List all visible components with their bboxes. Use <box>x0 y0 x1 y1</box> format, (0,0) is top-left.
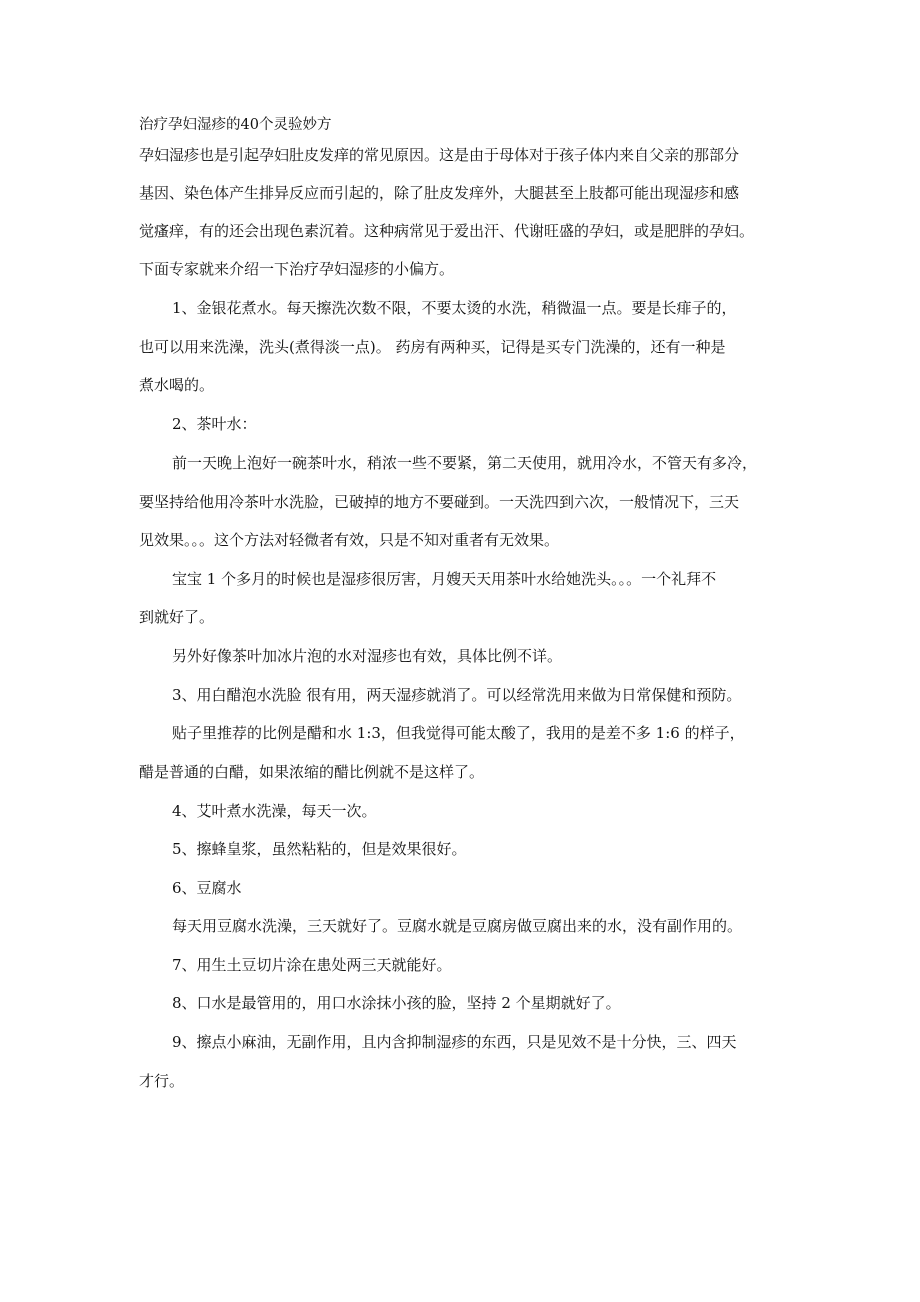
text-line: 才行。 <box>139 1072 185 1090</box>
text-line: 每天用豆腐水洗澡，三天就好了。豆腐水就是豆腐房做豆腐出来的水，没有副作用的。 <box>172 917 743 935</box>
text-line: 到就好了。 <box>139 608 215 626</box>
text-line: 5、擦蜂皇浆，虽然粘粘的，但是效果很好。 <box>172 840 467 858</box>
text-line: 孕妇湿疹也是引起孕妇肚皮发痒的常见原因。这是由于母体对于孩子体内来自父亲的那部分 <box>139 146 740 164</box>
text-line: 7、用生土豆切片涂在患处两三天就能好。 <box>172 956 452 974</box>
text-line: 基因、染色体产生排异反应而引起的，除了肚皮发痒外，大腿甚至上肢都可能出现湿疹和感 <box>139 184 740 202</box>
text-line: 前一天晚上泡好一碗茶叶水，稍浓一些不要紧，第二天使用，就用冷水，不管天有多冷， <box>172 454 758 472</box>
text-line: 要坚持给他用冷茶叶水洗脸，已破掉的地方不要碰到。一天洗四到六次，一般情况下，三天 <box>139 493 740 511</box>
text-line: 煮水喝的。 <box>139 376 215 394</box>
text-line: 4、艾叶煮水洗澡，每天一次。 <box>172 802 377 820</box>
text-line: 另外好像茶叶加冰片泡的水对湿疹也有效，具体比例不详。 <box>172 647 563 665</box>
text-line: 下面专家就来介绍一下治疗孕妇湿疹的小偏方。 <box>139 260 455 278</box>
text-line: 2、茶叶水： <box>172 415 257 433</box>
text-line: 8、口水是最管用的，用口水涂抹小孩的脸，坚持 2 个星期就好了。 <box>172 994 621 1012</box>
text-line: 贴子里推荐的比例是醋和水 1:3，但我觉得可能太酸了，我用的是差不多 1:6 的样子， <box>172 724 745 742</box>
text-line: 宝宝 1 个多月的时候也是湿疹很厉害，月嫂天天用茶叶水给她洗头。。。一个礼拜不 <box>172 570 717 588</box>
text-line: 见效果。。。这个方法对轻微者有效，只是不知对重者有无效果。 <box>139 531 560 549</box>
text-line: 也可以用来洗澡，洗头(煮得淡一点)。 药房有两种买，记得是买专门洗澡的，还有一种是 <box>139 338 726 356</box>
document-title: 治疗孕妇湿疹的40个灵验妙方 <box>139 117 332 133</box>
text-line: 觉瘙痒，有的还会出现色素沉着。这种病常见于爱出汗、代谢旺盛的孕妇，或是肥胖的孕妇。 <box>139 222 755 240</box>
text-line: 醋是普通的白醋，如果浓缩的醋比例就不是这样了。 <box>139 763 485 781</box>
text-line: 1、金银花煮水。每天擦洗次数不限，不要太烫的水洗，稍微温一点。要是长痱子的， <box>172 299 737 317</box>
text-line: 9、擦点小麻油，无副作用，且内含抑制湿疹的东西，只是见效不是十分快，三、四天 <box>172 1033 737 1051</box>
text-line: 3、用白醋泡水洗脸 很有用，两天湿疹就消了。可以经常洗用来做为日常保健和预防。 <box>172 686 742 704</box>
text-line: 6、豆腐水 <box>172 879 242 897</box>
